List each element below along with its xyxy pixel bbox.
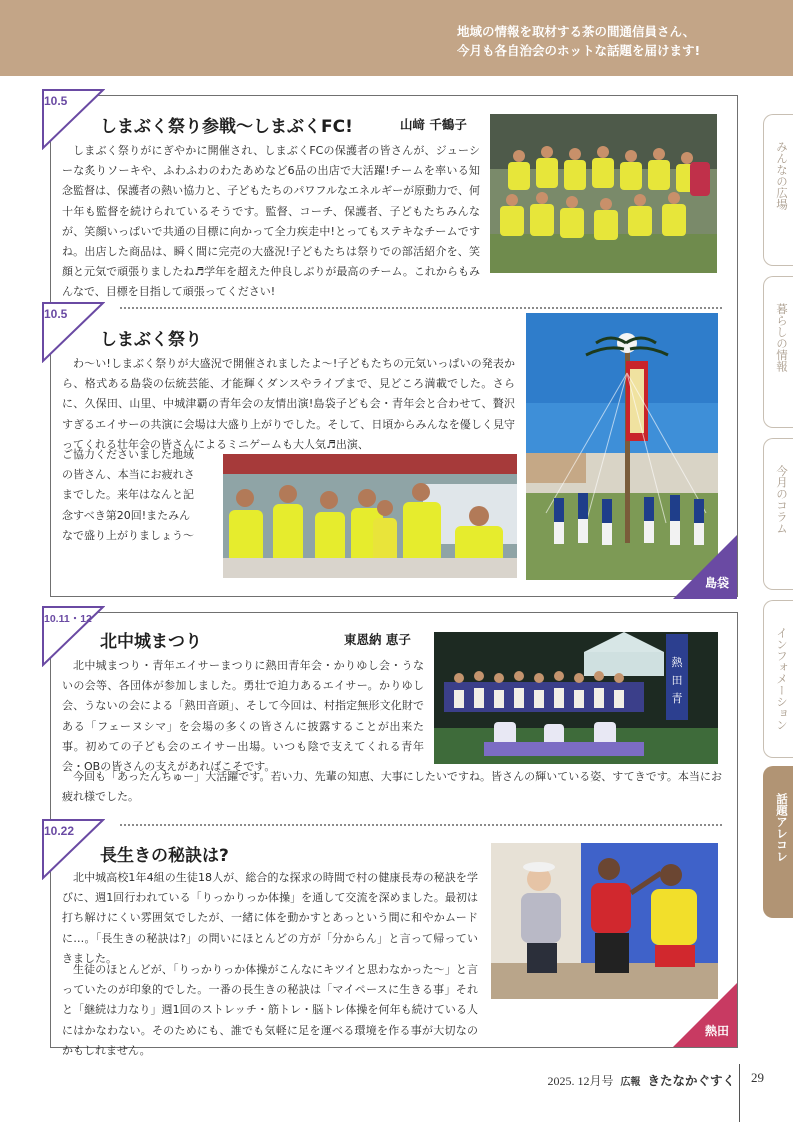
issue-label: 2025. 12月号 [547, 1074, 614, 1088]
article-body [62, 656, 424, 777]
tab-label: インフォメーション [775, 627, 789, 731]
banner-char: 田 [671, 674, 683, 687]
article-body-tail [62, 445, 222, 546]
article-body-cont [62, 767, 722, 807]
photo-team [490, 114, 717, 273]
banner-char: 青 [671, 692, 683, 705]
dotted-divider [120, 307, 722, 309]
tab-label: みんなの広場 [775, 141, 789, 210]
photo-tent-group [223, 454, 517, 578]
date-label: 10.5 [44, 94, 68, 108]
tab-label: 話題アレコレ [775, 793, 789, 862]
article-title: 北中城まつり [100, 632, 202, 652]
tab-wadai-arekore[interactable] [763, 766, 793, 918]
footer-issue [547, 1071, 735, 1089]
banner-char: 熱 [671, 656, 683, 669]
article-author: 東恩納 恵子 [344, 632, 411, 647]
paragraph: しまぶく祭りがにぎやかに開催され、しまぶくFCの保護者の皆さんが、ジューシーな炙りソーキや、ふわふわのわたあめなど6品の出店で大活躍!チームを率いる知念監督は、保護者の熱い協力と、子どもたちのパワフルなエネルギーが原動力で、何十年も監督を続けられているそうです。監督、コーチ、保護者、子どもたちみんなが、笑顔いっぱいで共通の目標に向かって全力疾走中!とってもステキなチームですね。出店した商品は、瞬く間に完売の大盛況!子どもたちは祭りでの部活紹介を、笑顔と元気で頑張りましたね♬学年を超えた仲良しぶりが最高のチーム。これからもみんなで、目標を目指して頑張ってください! [62, 144, 480, 299]
text-line: までした。来年はなんと記 [62, 488, 194, 502]
article-title: しまぶく祭り [100, 330, 202, 350]
magazine-title: きたなかぐすく [647, 1073, 735, 1088]
header-text [457, 22, 757, 60]
page-number: 29 [751, 1070, 764, 1085]
article-author: 山﨑 千鶴子 [400, 117, 467, 132]
photo-eisa-group [434, 632, 718, 764]
text-line: ご協力くださいました地域 [62, 448, 194, 461]
tab-kurashi-no-joho[interactable] [763, 276, 793, 428]
article-body [62, 868, 478, 969]
article-body [62, 141, 480, 303]
article-body [62, 354, 515, 455]
dotted-divider [120, 824, 722, 826]
paragraph: わ〜い!しまぶく祭りが大盛況で開催されましたよ〜!子どもたちの元気いっぱいの発表から、格式ある島袋の伝統芸能、才能輝くダンスやライブまで、見どころ満載でした。さらに、久保田、山里、中城津覇の青年会の友情出演!島袋子ども会・青年会と合わせて、贅沢すぎるエイサーの共演に会場は大盛り上がりでした。そして、日頃からみんなを優しく見守ってくれる壮年会の皆さんによるミニゲームも大人気♬出演、 [62, 357, 515, 451]
header-line-2: 今月も各自治会のホットな話題を届けます! [457, 43, 701, 58]
paragraph: 生徒のほとんどが、「りっかりっか体操がこんなにキツイと思わなかった〜」と言っていたのが印象的でした。一番の長生きの秘訣は「マイペースに生きる事」それと「継続は力なり」週1回のストレッチ・筋トレ・脳トレ体操を何年も続けている人にはかなわない。そのためにも、誰でも気軽に足を運べる環境を作る事が大切なのかもしれません。 [62, 963, 478, 1057]
paragraph: 北中城まつり・青年エイサーまつりに熱田青年会・かりゆし会・うないの会等、各団体が参加しました。勇壮で迫力あるエイサー。かりゆし会、うないの会による「熱田音頭」、そして今回は、村指定無形文化財である「フェーヌシマ」を会場の多くの皆さんに披露することが出来た事。初めての子ども会のエイサー出場。いつも陰で支えてくれる青年会・OBの皆さんの支えがあればこそです。 [62, 659, 424, 774]
text-line: の皆さん、本当にお疲れさ [62, 468, 195, 482]
region-tag [673, 983, 737, 1047]
tab-information[interactable] [763, 600, 793, 758]
date-label: 10.22 [44, 824, 75, 838]
region-tag [673, 535, 737, 599]
tab-label: 今月のコラム [775, 465, 789, 534]
region-label: 熱田 [704, 1024, 729, 1038]
text-line: なで盛り上がりましょう〜 [62, 528, 194, 542]
tab-kongetsu-no-column[interactable] [763, 438, 793, 590]
paragraph: 今回も「あったんちゅー」大活躍です。若い力、先輩の知恵、大事にしたいですね。皆さんの輝いている姿、すてきです。本当にお疲れ様でした。 [62, 770, 722, 804]
header-line-1: 地域の情報を取材する茶の間通信員さん、 [457, 24, 696, 39]
article-title: 長生きの秘訣は? [100, 846, 229, 866]
date-label: 10.5 [44, 307, 68, 321]
text-line: 念すべき第20回!またみん [62, 508, 191, 522]
article-title: しまぶく祭り参戦〜しまぶくFC! [100, 117, 353, 137]
date-label: 10.11・12 [44, 613, 92, 625]
tab-minna-no-hiroba[interactable] [763, 114, 793, 266]
paper-label: 広報 [620, 1077, 641, 1088]
photo-exercise [491, 843, 718, 999]
paragraph: 北中城高校1年4組の生徒18人が、総合的な探求の時間で村の健康長寿の秘訣を学びに、週1回行われている「りっかりっか体操」を通して交流を深めました。最初は打ち解けにくい雰囲気でしたが、一緒に体を動かすとあっという間に和やかムードに…。「長生きの秘訣は?」の問いにほとんどの方が「分からん」と言って帰っていきました。 [62, 871, 478, 965]
footer-divider [739, 1064, 740, 1122]
tab-label: 暮らしの情報 [775, 303, 789, 372]
region-label: 島袋 [704, 576, 729, 590]
